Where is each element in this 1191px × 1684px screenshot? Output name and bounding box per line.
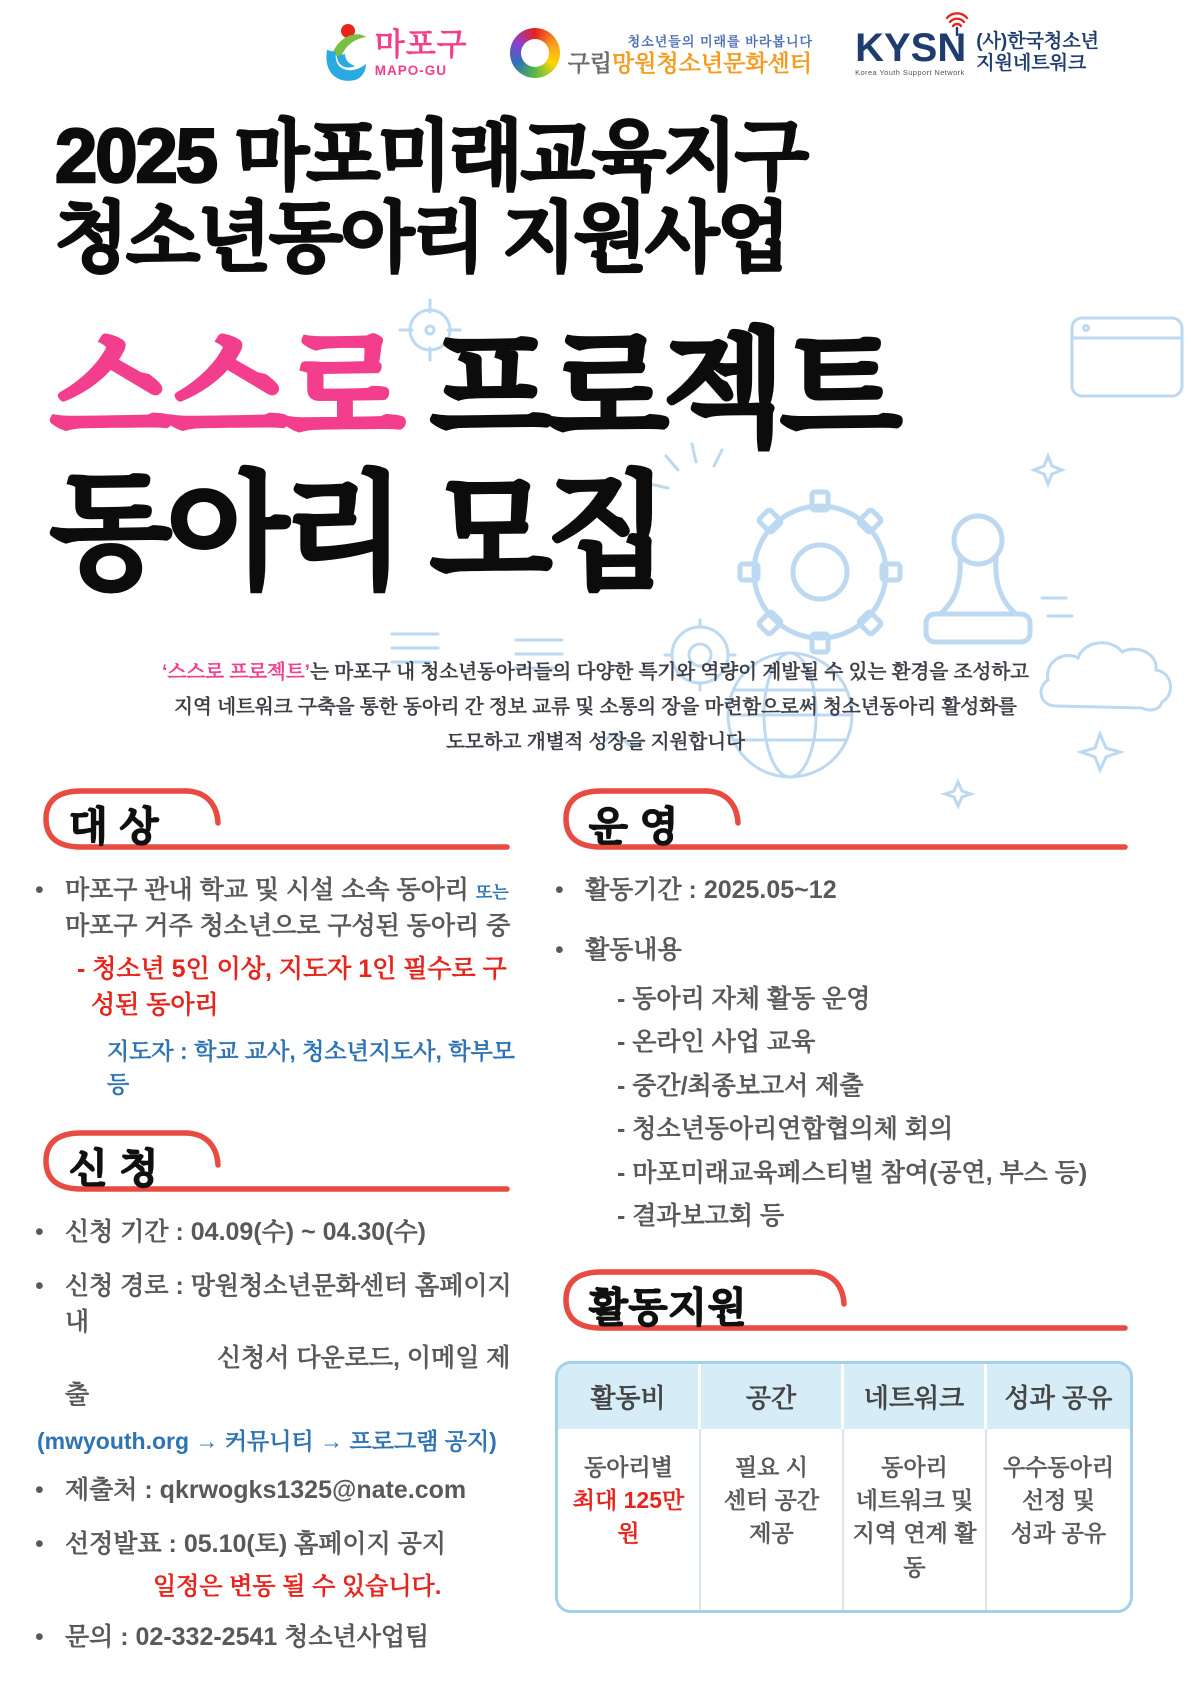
apply-contact: • 문의 : 02-332-2541 청소년사업팀	[35, 1623, 430, 1652]
target-red-note: - 청소년 5인 이상, 지도자 1인 필수로 구성된 동아리	[77, 954, 507, 1019]
section-operate-title: 운영	[589, 805, 691, 849]
operate-content-label: • 활동내용	[555, 936, 682, 965]
support-table	[555, 1361, 1133, 1613]
apply-route-note: (mwyouth.org → 커뮤니티 → 프로그램 공지)	[37, 1427, 497, 1454]
mangwon-tagline: 청소년들의 미래를 바라봅니다	[627, 34, 814, 49]
right-column	[555, 782, 1133, 1613]
activity-item: - 청소년동아리연합협의체 회의	[617, 1115, 954, 1143]
col-header-share: 성과 공유	[1004, 1382, 1113, 1413]
col-header-network: 네트워크	[844, 1364, 987, 1429]
operate-period: • 활동기간 : 2025.05~12	[555, 876, 837, 904]
section-apply-body	[35, 1214, 515, 1656]
hero-highlight: 스스로	[50, 319, 401, 460]
apply-submit: • 제출처 : qkrwogks1325@nate.com	[35, 1475, 467, 1504]
cell-space: 필요 시 센터 공간 제공	[701, 1429, 844, 1610]
section-support	[555, 1263, 1133, 1613]
col-header-activity-fee: 활동비	[558, 1364, 701, 1429]
mapo-wave-leaf-icon	[321, 22, 367, 84]
section-apply-header	[35, 1124, 515, 1200]
cell-network: 동아리 네트워크 및 지역 연계 활동	[844, 1429, 987, 1610]
antenna-signal-icon	[944, 12, 970, 36]
mapo-name-en: MAPO-GU	[374, 62, 447, 78]
activity-item: - 마포미래교육페스티벌 참여(공연, 부스 등)	[617, 1158, 1088, 1187]
left-column	[35, 782, 515, 1674]
mangwon-center-logo	[510, 28, 813, 78]
activity-item: - 중간/최종보고서 제출	[617, 1071, 864, 1100]
kysn-org-name: (사)한국청소년 지원네트워크	[976, 31, 1099, 74]
col-header-space: 공간	[701, 1364, 844, 1429]
target-bullet: • 마포구 관내 학교 및 시설 소속 동아리 또는 마포구 거주 청소년으로 구성된 동아리 중 - 청소년 5인 이상, 지도자 1인 필수로 구성된 동아리 지도자 : 학교 교사, 청소년지도사, 학부모 등	[35, 872, 515, 1102]
page-title: 2025 마포미래교육지구 청소년동아리 지원사업	[55, 114, 807, 282]
cell-activity-fee: 동아리별 최대 125만원	[558, 1429, 701, 1610]
section-support-title: 활동지원	[589, 1285, 748, 1330]
section-target-body	[35, 872, 515, 1102]
apply-period: • 신청 기간 : 04.09(수) ~ 04.30(수)	[35, 1217, 426, 1246]
support-table-body-row	[558, 1429, 1130, 1610]
kysn-logo	[855, 25, 1099, 77]
apply-announce: • 선정발표 : 05.10(토) 홈페이지 공지	[35, 1530, 446, 1559]
mapo-gu-logo	[321, 22, 468, 84]
kysn-caption: Korea Youth Support Network	[855, 67, 965, 77]
browser-doodle	[1072, 318, 1182, 396]
activity-item: - 동아리 자체 활동 운영	[617, 984, 871, 1013]
apply-announce-note: 일정은 변동 될 수 있습니다.	[153, 1573, 442, 1601]
mangwon-name: 구립망원청소년문화센터	[567, 50, 812, 76]
operate-activity-list	[617, 983, 1133, 1233]
hero-line2: 동아리 모집	[50, 461, 664, 603]
or-badge: 또는	[475, 883, 509, 902]
section-operate-header	[555, 782, 1133, 858]
hero-title: 스스로 프로젝트 동아리 모집	[50, 319, 898, 603]
activity-item: - 온라인 사업 교육	[617, 1028, 816, 1056]
section-target-header	[35, 782, 515, 858]
intro-paragraph: ‘스스로 프로젝트’는 마포구 내 청소년동아리들의 다양한 특기와 역량이 계발될 수 있는 환경을 조성하고 지역 네트워크 구축을 통한 동아리 간 정보 교류 및 소통의 장을 마련함으로써 청소년동아리 활성화를 도모하고 개별적 성장을 지원합니다	[161, 661, 1029, 754]
activity-item: - 결과보고회 등	[617, 1202, 785, 1230]
section-support-header	[555, 1263, 1133, 1339]
support-table-header-row	[558, 1364, 1130, 1429]
apply-route: • 신청 경로 : 망원청소년문화센터 홈페이지 내 신청서 다운로드, 이메일 제출	[35, 1271, 512, 1409]
mapo-name-ko: 마포구	[374, 26, 468, 62]
section-apply-title: 신청	[69, 1146, 171, 1191]
section-operate-body	[555, 872, 1133, 1233]
pawn-doodle	[926, 516, 1030, 642]
kysn-acronym: KYSN	[855, 25, 967, 70]
cell-share: 우수동아리 선정 및 성과 공유	[1002, 1453, 1115, 1547]
rainbow-ring-icon	[510, 28, 560, 78]
logo-row	[321, 22, 1099, 84]
section-target-title: 대상	[69, 805, 171, 849]
target-blue-note: 지도자 : 학교 교사, 청소년지도사, 학부모 등	[107, 1038, 515, 1098]
